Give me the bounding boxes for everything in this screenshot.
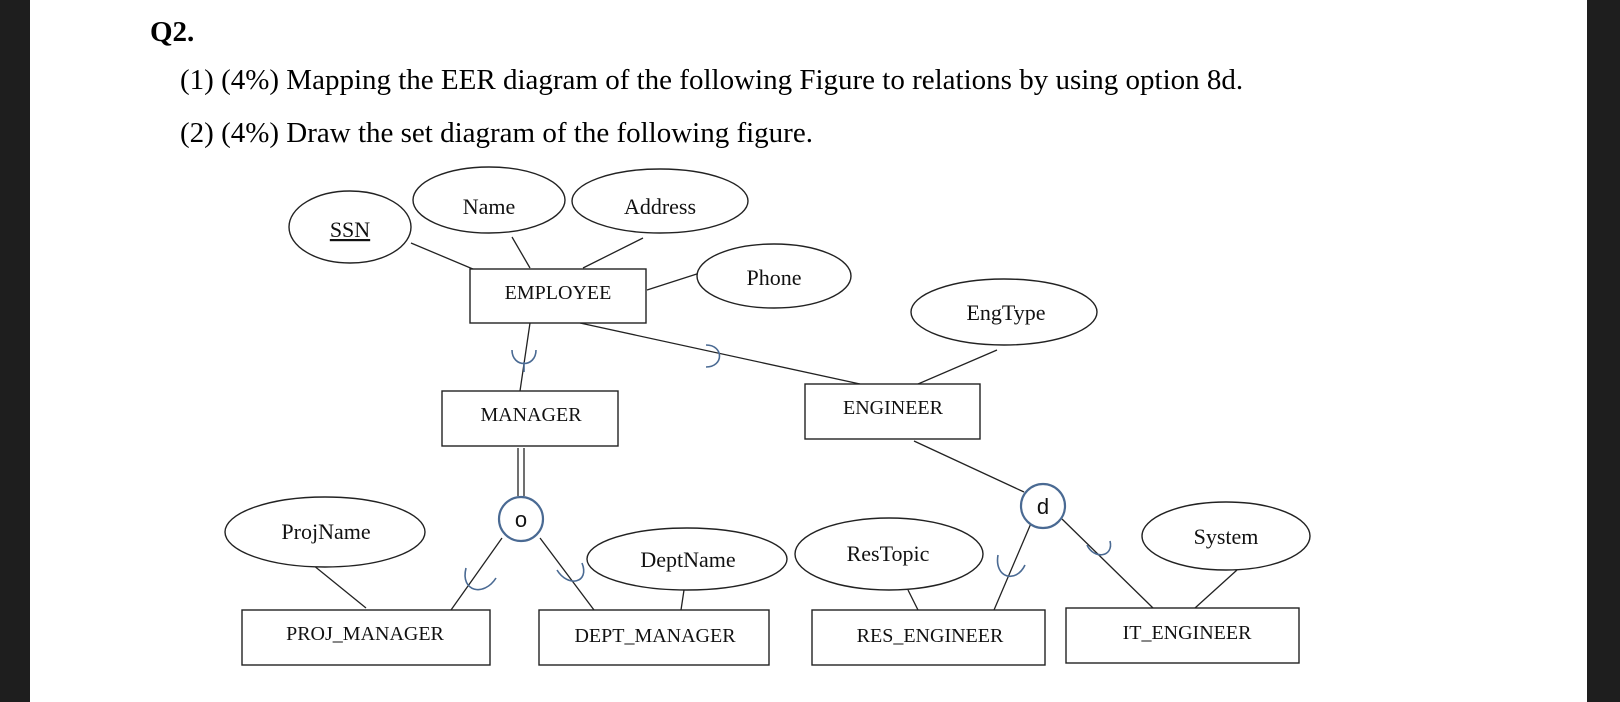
- phone-label: Phone: [746, 265, 802, 290]
- question-part-2: (2) (4%) Draw the set diagram of the following figure.: [180, 117, 813, 149]
- address-label: Address: [623, 194, 697, 219]
- disjoint-symbol: d: [1036, 494, 1050, 519]
- dept-manager-label: DEPT_MANAGER: [574, 625, 736, 647]
- res-engineer-label: RES_ENGINEER: [856, 625, 1004, 647]
- ssn-label: SSN: [329, 217, 371, 242]
- question-part-1: (1) (4%) Mapping the EER diagram of the following Figure to relations by using option 8d.: [180, 64, 1244, 96]
- name-label: Name: [462, 194, 516, 219]
- overlap-symbol: o: [514, 507, 528, 532]
- proj-manager-label: PROJ_MANAGER: [286, 623, 444, 645]
- it-engineer-label: IT_ENGINEER: [1122, 622, 1252, 644]
- subset-symbols: [465, 345, 1110, 590]
- deptname-label: DeptName: [640, 547, 736, 572]
- engineer-label: ENGINEER: [843, 397, 943, 419]
- attribute-ellipses: [225, 167, 1310, 590]
- entity-boxes: [242, 269, 1299, 665]
- projname-label: ProjName: [281, 519, 371, 544]
- question-title: Q2.: [150, 16, 195, 48]
- employee-label: EMPLOYEE: [504, 282, 612, 304]
- restopic-label: ResTopic: [846, 541, 930, 566]
- system-label: System: [1193, 524, 1259, 549]
- manager-label: MANAGER: [480, 404, 582, 426]
- engtype-label: EngType: [966, 300, 1046, 325]
